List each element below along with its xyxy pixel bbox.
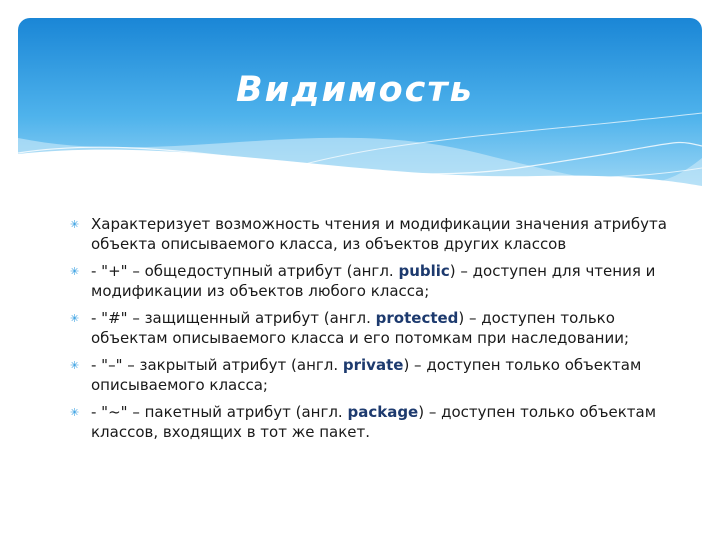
item-text: - "–" – закрытый атрибут (англ. [91, 356, 343, 374]
item-text: ) – доступен для чтения и модификации из объектов любого класса; [91, 262, 656, 300]
keyword: private [342, 356, 404, 374]
bullet-list [70, 214, 670, 449]
list-item [70, 355, 670, 395]
item-text: Характеризует возможность чтения и модификации значения атрибута объекта описываемого класса, из объектов других классов [91, 215, 667, 253]
asterisk-bullet-icon: ✳ [70, 359, 80, 372]
list-item [70, 261, 670, 301]
item-text: - "~" – пакетный атрибут (англ. [91, 403, 348, 421]
keyword: protected [375, 309, 459, 327]
item-text: ) – доступен только объектам классов, входящих в тот же пакет. [91, 403, 657, 441]
keyword: package [347, 403, 419, 421]
list-item [70, 214, 670, 254]
slide-title: Видимость [236, 70, 474, 110]
asterisk-bullet-icon: ✳ [70, 218, 80, 231]
title-banner [18, 18, 702, 198]
asterisk-bullet-icon: ✳ [70, 312, 80, 325]
item-text: ) – доступен только объектам описываемого класса; [91, 356, 642, 394]
asterisk-bullet-icon: ✳ [70, 406, 80, 419]
list-item [70, 402, 670, 442]
item-text: - "#" – защищенный атрибут (англ. [91, 309, 376, 327]
list-item [70, 308, 670, 348]
item-text: ) – доступен только объектам описываемого класса и его потомкам при наследовании; [91, 309, 629, 347]
keyword: public [398, 262, 450, 280]
asterisk-bullet-icon: ✳ [70, 265, 80, 278]
item-text: - "+" – общедоступный атрибут (англ. [91, 262, 399, 280]
